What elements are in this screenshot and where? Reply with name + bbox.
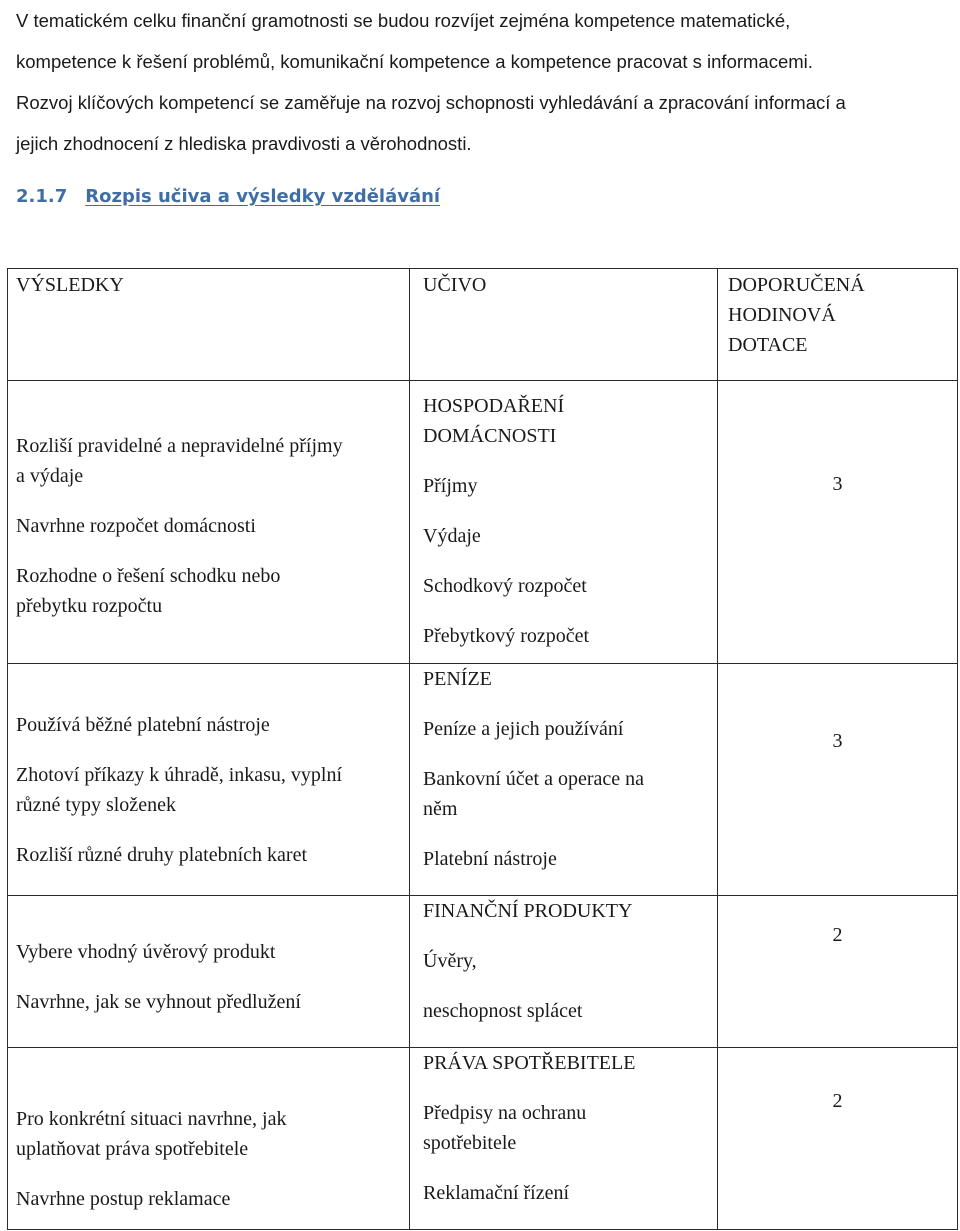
header-hours: DOPORUČENÁ HODINOVÁ DOTACE	[718, 269, 958, 381]
curriculum-table	[7, 268, 958, 1230]
hours-cell: 2	[718, 1048, 958, 1230]
header-results: VÝSLEDKY	[8, 269, 410, 381]
intro-line: V tematickém celku finanční gramotnosti se budou rozvíjet zejména kompetence matematické,	[16, 10, 791, 31]
topic-cell: HOSPODAŘENÍ DOMÁCNOSTI Příjmy Výdaje Schodkový rozpočet Přebytkový rozpočet	[410, 381, 718, 664]
section-number: 2.1.7	[16, 186, 68, 207]
table-row	[8, 896, 958, 1048]
section-heading	[16, 182, 440, 212]
table-header-row	[8, 269, 958, 381]
hours-cell: 3	[718, 664, 958, 896]
intro-line: Rozvoj klíčových kompetencí se zaměřuje na rozvoj schopnosti vyhledávání a zpracování informací a	[16, 92, 846, 113]
intro-line: kompetence k řešení problémů, komunikační kompetence a kompetence pracovat s informacemi.	[16, 51, 813, 72]
results-cell: Používá běžné platební nástroje Zhotoví příkazy k úhradě, inkasu, vyplní různé typy složenek Rozliší různé druhy platebních karet	[8, 664, 410, 896]
intro-line: jejich zhodnocení z hlediska pravdivosti a věrohodnosti.	[16, 133, 472, 154]
topic-cell: PRÁVA SPOTŘEBITELE Předpisy na ochranu spotřebitele Reklamační řízení	[410, 1048, 718, 1230]
section-title: Rozpis učiva a výsledky vzdělávání	[85, 186, 441, 207]
hours-cell: 2	[718, 896, 958, 1048]
table-row	[8, 381, 958, 664]
topic-cell: FINANČNÍ PRODUKTY Úvěry, neschopnost splácet	[410, 896, 718, 1048]
table-row	[8, 1048, 958, 1230]
results-cell: Vybere vhodný úvěrový produkt Navrhne, jak se vyhnout předlužení	[8, 896, 410, 1048]
results-cell: Pro konkrétní situaci navrhne, jak uplatňovat práva spotřebitele Navrhne postup reklamace	[8, 1048, 410, 1230]
intro-paragraph	[16, 0, 946, 164]
hours-cell: 3	[718, 381, 958, 664]
header-topic: UČIVO	[410, 269, 718, 381]
table-row	[8, 664, 958, 896]
results-cell: Rozliší pravidelné a nepravidelné příjmy a výdaje Navrhne rozpočet domácnosti Rozhodne o řešení schodku nebo přebytku rozpočtu	[8, 381, 410, 664]
topic-cell: PENÍZE Peníze a jejich používání Bankovní účet a operace na něm Platební nástroje	[410, 664, 718, 896]
